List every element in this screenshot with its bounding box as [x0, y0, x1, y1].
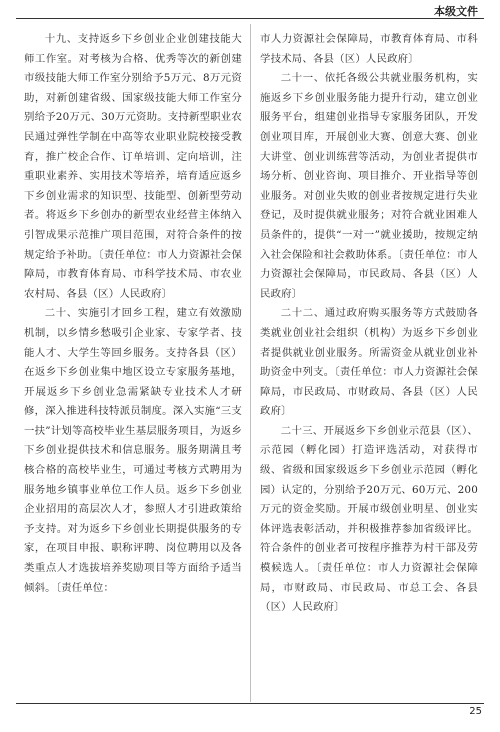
page-number: 25 [469, 706, 482, 717]
paragraph-20: 二十、实施引才回乡工程，建立有效激励机制，以乡情乡愁吸引企业家、专家学者、技能人才、大学生等回乡服务。支持各县（区）在返乡下乡创业集中地区设立专家服务基地，开展返乡下乡创业急需紧缺专业技术人才研修，深入推进科技特派员制度。深入实施“三支一扶”计划等高校毕业生基层服务项目，为返乡下乡创业提供技术和信息服务。服务期满且考核合格的高校毕业生，可通过考核方式聘用为服务地乡镇事业单位工作人员。返乡下乡创业企业招用的高层次人才，参照人才引进政策给予支持。对为返乡下乡创业长期提供服务的专家，在项目申报、职称评聘、岗位聘用以及各类重点人才选拔培养奖励项目等方面给予适当倾斜。〔责任单位： [24, 307, 242, 594]
left-column [24, 30, 242, 598]
paragraph-21: 二十一、依托各级公共就业服务机构，实施返乡下乡创业服务能力提升行动，建立创业服务平台，组建创业指导专家服务团队，开发创业项目库，开展创业大赛、创意大赛、创业大讲堂、创业训练营等活动，为创业者提供市场分析、创业咨询、项目推介、开业指导等创业服务。对创业失败的创业者按规定进行失业登记，及时提供就业服务；对符合就业困难人员条件的，提供“一对一”就业援助，按规定纳入社会保险和社会救助体系。〔责任单位：市人力资源社会保障局，市民政局、各县（区）人民政府〕 [260, 72, 478, 300]
header-rule [16, 18, 484, 19]
paragraph-20-continued: 市人力资源社会保障局，市教育体育局、市科学技术局、各县（区）人民政府〕 [260, 33, 478, 65]
paragraph-22: 二十二、通过政府购买服务等方式鼓励各类就业创业社会组织（机构）为返乡下乡创业者提供就业创业服务。所需资金从就业创业补助资金中列支。〔责任单位：市人力资源社会保障局，市民政局、市财政局、各县（区）人民政府〕 [260, 307, 478, 418]
right-column [260, 30, 478, 618]
footer-rule [16, 703, 484, 704]
paragraph-19: 十九、支持返乡下乡创业企业创建技能大师工作室。对考核为合格、优秀等次的新创建市级技能大师工作室分别给予5万元、8万元资助，对新创建省级、国家级技能大师工作室分别给予20万元、30万元资助。支持新型职业农民通过弹性学制在中高等农业职业院校接受教育，推广校企合作、订单培训、定向培训，注重职业素养、实用技术等培养，培育适应返乡下乡创业需求的知识型、技能型、创新型劳动者。将返乡下乡创办的新型农业经营主体纳入引智成果示范推广项目范围，对符合条件的按规定给予补助。〔责任单位：市人力资源社会保障局，市教育体育局、市科学技术局、市农业农村局、各县（区）人民政府〕 [24, 33, 242, 300]
column-divider [250, 24, 251, 702]
paragraph-23: 二十三、开展返乡下乡创业示范县（区）、示范园（孵化园）打造评选活动，对获得市级、省级和国家级返乡下乡创业示范园（孵化园）认定的，分别给予20万元、60万元、200万元的资金奖励。开展市级创业明星、创业实体评选表彰活动，并积极推荐参加省级评比。符合条件的创业者可按程序推荐为村干部及劳模候选人。〔责任单位：市人力资源社会保障局，市财政局、市民政局、市总工会、各县（区）人民政府〕 [260, 424, 478, 614]
running-header [0, 0, 500, 20]
section-label: 本级文件 [434, 5, 478, 18]
